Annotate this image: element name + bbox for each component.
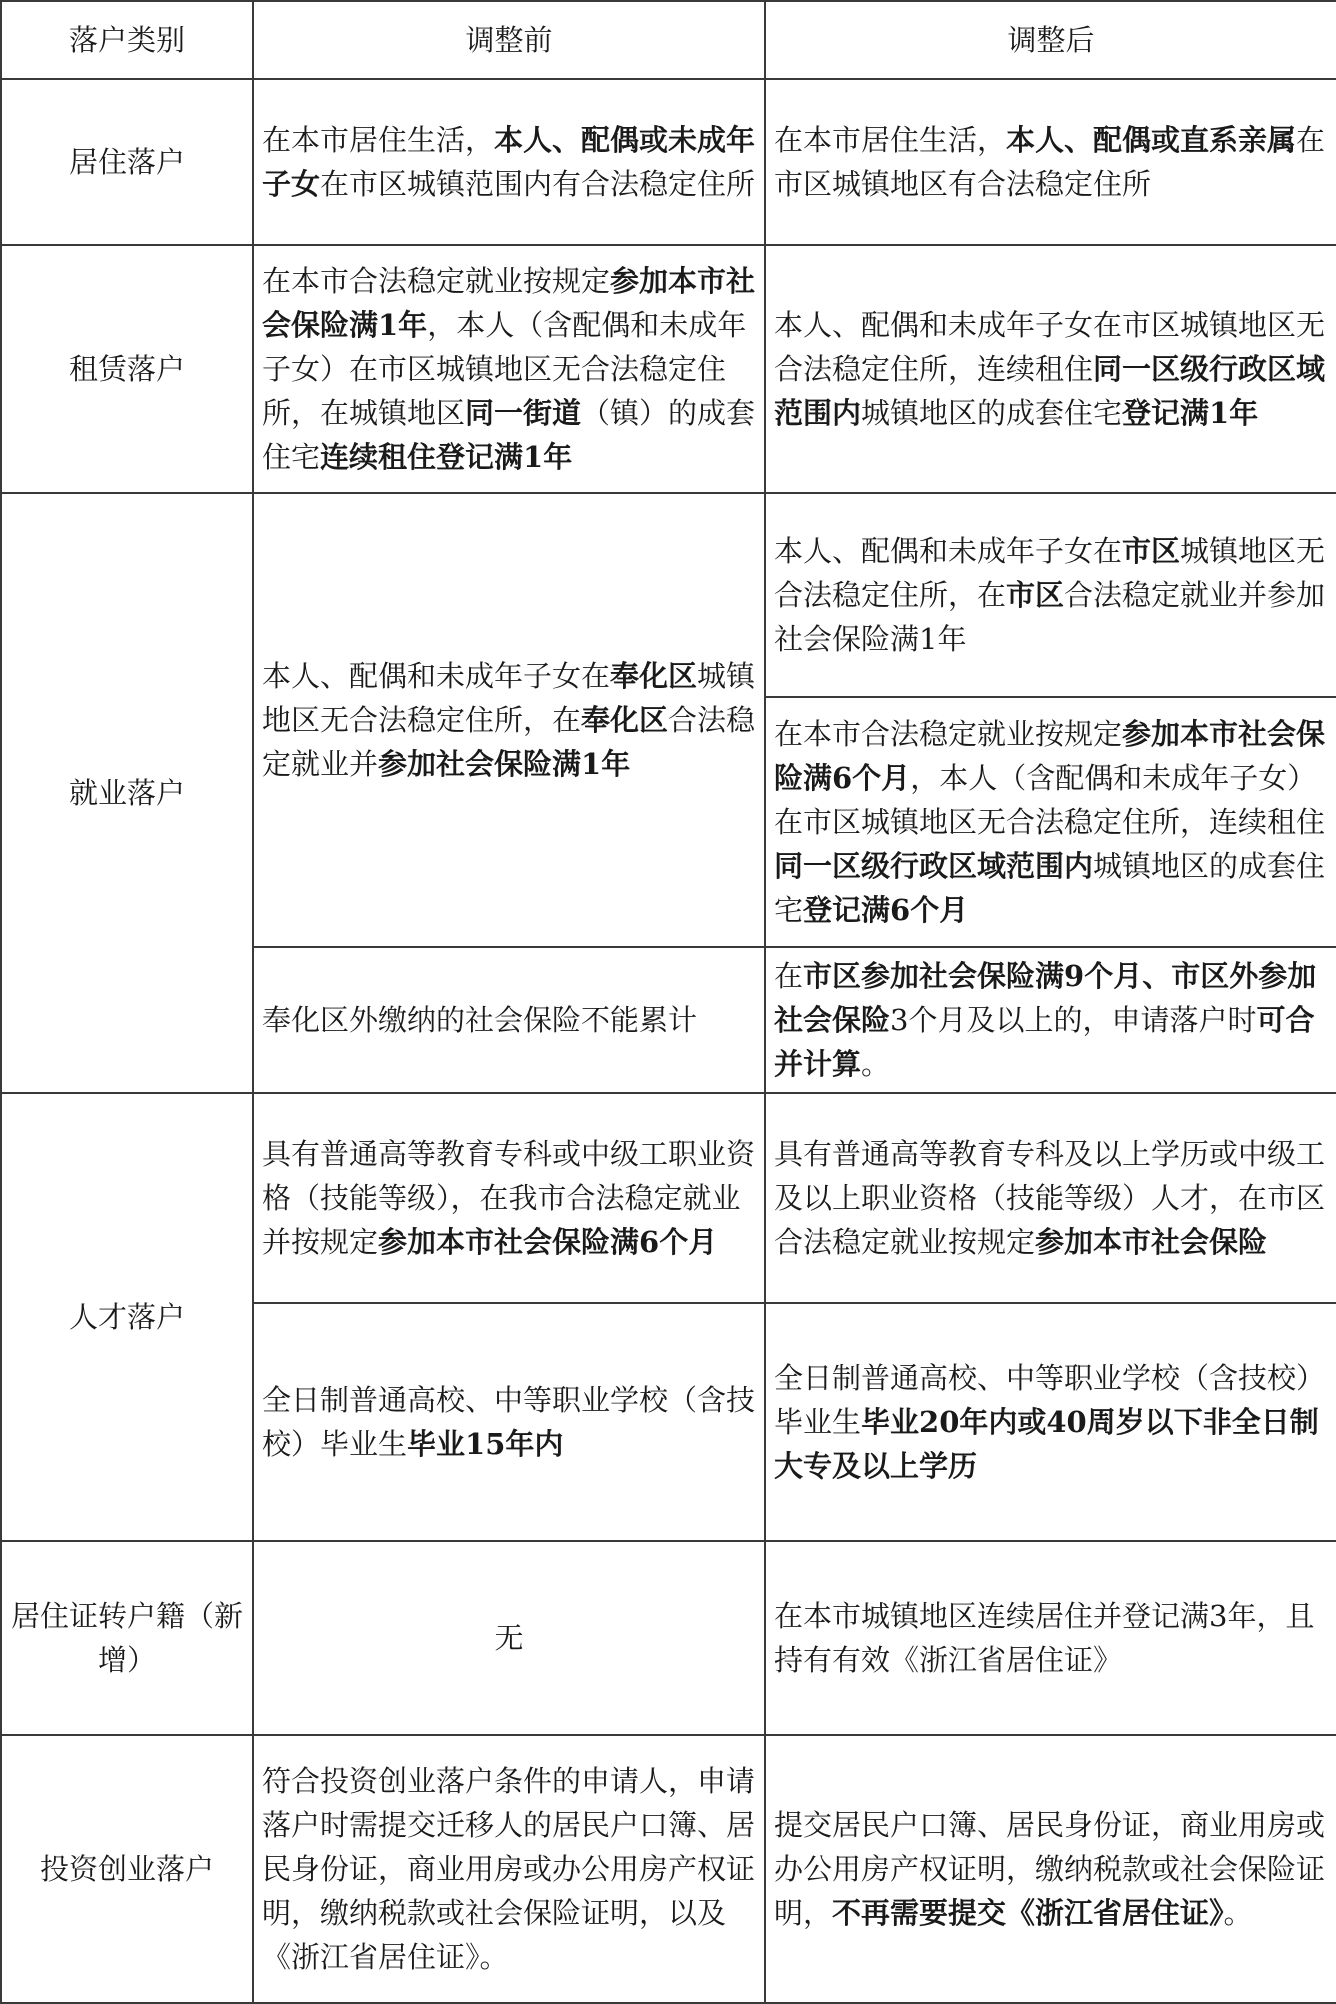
- before-cell: [253, 1735, 765, 2003]
- bold-text-run: 同一区级行政区域范围内: [774, 849, 1094, 883]
- text-run: 全日制普通高校、中等职业学校（含技校）毕业生: [262, 1383, 756, 1461]
- bold-text-run: 毕业15年内: [407, 1427, 564, 1461]
- text-run: 奉化区外缴纳的社会保险不能累计: [262, 1003, 698, 1037]
- table-row: [1, 1735, 1336, 2003]
- bold-text-run: 本人、配偶或直系亲属: [1006, 123, 1297, 157]
- bold-text-run: 奉化区: [610, 659, 698, 693]
- after-cell: [765, 1093, 1336, 1303]
- text-run: 城镇地区无合法稳定住所，在: [774, 534, 1326, 612]
- text-run: 本人、配偶和未成年子女在: [262, 659, 611, 693]
- bold-text-run: 同一街道: [465, 396, 582, 430]
- category-cell: 人才落户: [1, 1093, 253, 1541]
- text-run: 本人、配偶和未成年子女在市区城镇地区无合法稳定住所，连续租住: [774, 308, 1326, 386]
- bold-text-run: 参加本市社会保险满1年: [262, 264, 756, 342]
- text-run: 无: [494, 1621, 524, 1655]
- after-cell: [765, 245, 1336, 493]
- after-cell: [765, 493, 1336, 697]
- table-row: [1, 79, 1336, 245]
- text-run: ，本人（含配偶和未成年子女）在市区城镇地区无合法稳定住所，连续租住: [774, 761, 1326, 839]
- text-run: 城镇地区的成套住宅: [774, 849, 1326, 927]
- before-cell: [253, 1541, 765, 1735]
- before-cell: [253, 1303, 765, 1541]
- bold-text-run: 登记满6个月: [803, 893, 969, 927]
- text-run: 城镇地区的成套住宅: [861, 396, 1123, 430]
- text-run: 提交居民户口簿、居民身份证，商业用房或办公用房产权证明，缴纳税款或社会保险证明，: [774, 1808, 1326, 1930]
- text-run: 在本市合法稳定就业按规定: [262, 264, 611, 298]
- text-run: 。: [1223, 1896, 1253, 1930]
- text-run: 城镇地区无合法稳定住所，在: [262, 659, 756, 737]
- text-run: 合法稳定就业并: [262, 703, 756, 781]
- text-run: 在本市城镇地区连续居住并登记满3年，且持有有效《浙江省居住证》: [774, 1599, 1315, 1677]
- text-run: 具有普通高等教育专科及以上学历或中级工及以上职业资格（技能等级）人才，在市区合法稳定就业按规定: [774, 1137, 1326, 1259]
- bold-text-run: 奉化区: [581, 703, 669, 737]
- header-after: 调整后: [765, 1, 1336, 79]
- after-cell: [765, 947, 1336, 1093]
- text-run: 在市区城镇地区有合法稳定住所: [774, 123, 1326, 201]
- bold-text-run: 参加本市社会保险满6个月: [378, 1225, 718, 1259]
- before-cell: [253, 1093, 765, 1303]
- text-run: 3个月及以上的，申请落户时: [890, 1003, 1257, 1037]
- bold-text-run: 参加本市社会保险满6个月: [774, 717, 1326, 795]
- header-category: 落户类别: [1, 1, 253, 79]
- text-run: 具有普通高等教育专科或中级工职业资格（技能等级），在我市合法稳定就业并按规定: [262, 1137, 756, 1259]
- after-cell: [765, 1735, 1336, 2003]
- text-run: 符合投资创业落户条件的申请人，申请落户时需提交迁移人的居民户口簿、居民身份证，商业用房或办公用房产权证明，缴纳税款或社会保险证明，以及《浙江省居住证》。: [262, 1764, 756, 1974]
- text-run: 。: [861, 1047, 891, 1081]
- table-row: [1, 1541, 1336, 1735]
- text-run: ，本人（含配偶和未成年子女）在市区城镇地区无合法稳定住所，在城镇地区: [262, 308, 747, 430]
- category-cell: 居住落户: [1, 79, 253, 245]
- after-cell: [765, 1303, 1336, 1541]
- table-row: [1, 493, 1336, 697]
- text-run: 合法稳定就业并参加社会保险满1年: [774, 578, 1326, 656]
- text-run: 全日制普通高校、中等职业学校（含技校）毕业生: [774, 1361, 1326, 1439]
- table-row: [1, 245, 1336, 493]
- table-row: [1, 1093, 1336, 1303]
- category-cell: 就业落户: [1, 493, 253, 1093]
- category-cell: 投资创业落户: [1, 1735, 253, 2003]
- text-run: （镇）的成套住宅: [262, 396, 756, 474]
- after-cell: [765, 79, 1336, 245]
- text-run: 在本市居住生活，: [774, 123, 1007, 157]
- bold-text-run: 市区: [1122, 534, 1181, 568]
- header-before: 调整前: [253, 1, 765, 79]
- bold-text-run: 同一区级行政区域范围内: [774, 352, 1326, 430]
- bold-text-run: 连续租住登记满1年: [320, 440, 573, 474]
- text-run: 本人、配偶和未成年子女在: [774, 534, 1123, 568]
- bold-text-run: 可合并计算: [774, 1003, 1315, 1081]
- before-cell: [253, 79, 765, 245]
- category-cell: 租赁落户: [1, 245, 253, 493]
- before-cell: [253, 245, 765, 493]
- bold-text-run: 不再需要提交《浙江省居住证》: [832, 1896, 1224, 1930]
- before-cell: [253, 947, 765, 1093]
- text-run: 在: [774, 959, 804, 993]
- text-run: 在市区城镇范围内有合法稳定住所: [320, 167, 756, 201]
- bold-text-run: 本人、配偶或未成年子女: [262, 123, 756, 201]
- bold-text-run: 参加本市社会保险: [1035, 1225, 1268, 1259]
- header-row: [1, 1, 1336, 79]
- after-cell: [765, 1541, 1336, 1735]
- text-run: 在本市合法稳定就业按规定: [774, 717, 1123, 751]
- bold-text-run: 参加社会保险满1年: [378, 747, 631, 781]
- before-cell: [253, 493, 765, 947]
- category-cell: 居住证转户籍（新增）: [1, 1541, 253, 1735]
- bold-text-run: 毕业20年内或40周岁以下非全日制大专及以上学历: [774, 1405, 1319, 1483]
- bold-text-run: 登记满1年: [1122, 396, 1259, 430]
- text-run: 在本市居住生活，: [262, 123, 495, 157]
- after-cell: [765, 697, 1336, 947]
- bold-text-run: 市区参加社会保险满9个月、市区外参加社会保险: [774, 959, 1317, 1037]
- bold-text-run: 市区: [1006, 578, 1065, 612]
